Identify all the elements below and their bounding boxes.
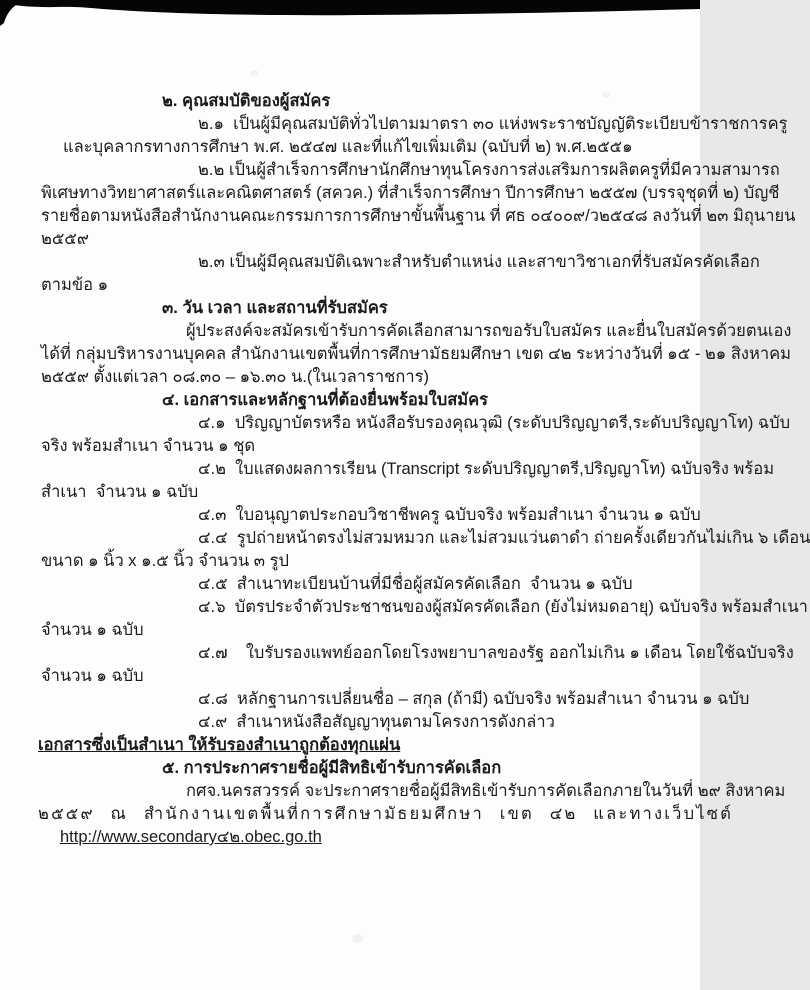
doc-line-2-3-cont: ตามข้อ ๑: [41, 276, 109, 294]
doc-line-4-3: ๔.๓ ใบอนุญาตประกอบวิชาชีพครู ฉบับจริง พร้อมสำเนา จำนวน ๑ ฉบับ: [198, 506, 701, 524]
doc-line-2-2-cont2: รายชื่อตามหนังสือสำนักงานคณะกรรมการการศึกษาขั้นพื้นฐาน ที่ ศธ ๐๔๐๐๙/ว๒๕๔๘ ลงวันที่ ๒๓ มิถุนายน: [41, 207, 796, 225]
doc-line-4-9: ๔.๙ สำเนาหนังสือสัญญาทุนตามโครงการดังกล่าว: [198, 713, 555, 731]
doc-line-4-6: ๔.๖ บัตรประจำตัวประชาชนของผู้สมัครคัดเลือก (ยังไม่หมดอายุ) ฉบับจริง พร้อมสำเนา: [198, 598, 808, 616]
doc-line-4-2: ๔.๒ ใบแสดงผลการเรียน (Transcript ระดับปริญญาตรี,ปริญญาโท) ฉบับจริง พร้อม: [198, 460, 775, 478]
doc-line-4-7: ๔.๗ ใบรับรองแพทย์ออกโดยโรงพยาบาลของรัฐ ออกไม่เกิน ๑ เดือน โดยใช้ฉบับจริง: [198, 644, 794, 662]
doc-line-4-7-cont: จำนวน ๑ ฉบับ: [41, 667, 144, 685]
doc-line-4-5: ๔.๕ สำเนาทะเบียนบ้านที่มีชื่อผู้สมัครคัดเลือก จำนวน ๑ ฉบับ: [198, 575, 633, 593]
doc-line-3-p1: ผู้ประสงค์จะสมัครเข้ารับการคัดเลือกสามารถขอรับใบสมัคร และยื่นใบสมัครด้วยตนเอง: [186, 322, 792, 340]
website-link: http://www.secondary๔๒.obec.go.th: [60, 828, 322, 846]
doc-line-4-4-cont: ขนาด ๑ นิ้ว x ๑.๕ นิ้ว จำนวน ๓ รูป: [41, 552, 289, 570]
doc-line-2-1: ๒.๑ เป็นผู้มีคุณสมบัติทั่วไปตามมาตรา ๓๐ แห่งพระราชบัญญัติระเบียบข้าราชการครู: [198, 115, 788, 133]
certify-copies-note: เอกสารซึ่งเป็นสำเนา ให้รับรองสำเนาถูกต้องทุกแผ่น: [38, 736, 401, 754]
doc-line-5-p1: กศจ.นครสวรรค์ จะประกาศรายชื่อผู้มีสิทธิเข้ารับการคัดเลือกภายในวันที่ ๒๙ สิงหาคม: [186, 782, 786, 800]
section-5-heading: ๕. การประกาศรายชื่อผู้มีสิทธิเข้ารับการคัดเลือก: [162, 759, 502, 777]
doc-line-2-3: ๒.๓ เป็นผู้มีคุณสมบัติเฉพาะสำหรับตำแหน่ง และสาขาวิชาเอกที่รับสมัครคัดเลือก: [198, 253, 760, 271]
doc-line-4-1: ๔.๑ ปริญญาบัตรหรือ หนังสือรับรองคุณวุฒิ (ระดับปริญญาตรี,ระดับปริญญาโท) ฉบับ: [198, 414, 791, 432]
section-3-heading: ๓. วัน เวลา และสถานที่รับสมัคร: [162, 299, 388, 317]
doc-line-2-2-cont3: ๒๕๕๙: [41, 230, 89, 248]
scan-noise-speck: [352, 934, 363, 943]
doc-line-3-p2: ได้ที่ กลุ่มบริหารงานบุคคล สำนักงานเขตพื้นที่การศึกษามัธยมศึกษา เขต ๔๒ ระหว่างวันที่ ๑๕ - ๒๑ สิงหาคม: [41, 345, 792, 363]
section-4-heading: ๔. เอกสารและหลักฐานที่ต้องยื่นพร้อมใบสมัคร: [162, 391, 489, 409]
doc-line-2-2: ๒.๒ เป็นผู้สำเร็จการศึกษานักศึกษาทุนโครงการส่งเสริมการผลิตครูที่มีความสามารถ: [198, 161, 780, 179]
doc-line-4-8: ๔.๘ หลักฐานการเปลี่ยนชื่อ – สกุล (ถ้ามี) ฉบับจริง พร้อมสำเนา จำนวน ๑ ฉบับ: [198, 690, 750, 708]
section-2-heading: ๒. คุณสมบัติของผู้สมัคร: [162, 92, 331, 110]
doc-line-4-4: ๔.๔ รูปถ่ายหน้าตรงไม่สวมหมวก และไม่สวมแว่นตาดำ ถ่ายครั้งเดียวกันไม่เกิน ๖ เดือน: [198, 529, 810, 547]
doc-line-4-6-cont: จำนวน ๑ ฉบับ: [41, 621, 144, 639]
doc-line-4-1-cont: จริง พร้อมสำเนา จำนวน ๑ ชุด: [41, 437, 256, 455]
doc-line-2-2-cont1: พิเศษทางวิทยาศาสตร์และคณิตศาสตร์ (สควค.) ที่สำเร็จการศึกษา ปีการศึกษา ๒๕๕๗ (บรรจุชุดที่ ๒) บัญชี: [41, 184, 780, 202]
doc-line-3-p3: ๒๕๕๙ ตั้งแต่เวลา ๐๘.๓๐ – ๑๖.๓๐ น.(ในเวลาราชการ): [41, 368, 429, 386]
doc-line-2-1-cont: และบุคลากรทางการศึกษา พ.ศ. ๒๕๔๗ และที่แก้ไขเพิ่มเติม (ฉบับที่ ๒) พ.ศ.๒๕๕๑: [63, 138, 633, 156]
doc-line-4-2-cont: สำเนา จำนวน ๑ ฉบับ: [41, 483, 199, 501]
doc-line-5-p2: ๒๕๕๙ ณ สำนักงานเขตพื้นที่การศึกษามัธยมศึกษา เขต ๔๒ และทางเว็บไซต์: [38, 805, 734, 823]
